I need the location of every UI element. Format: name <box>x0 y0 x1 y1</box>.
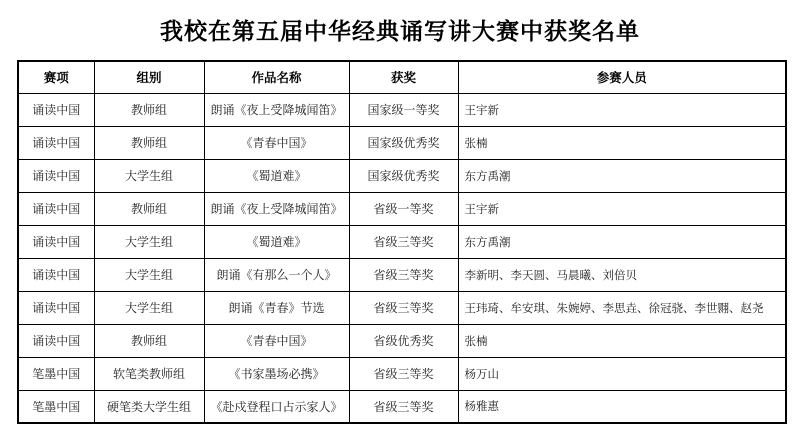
header-work-title: 作品名称 <box>204 61 349 93</box>
table-cell: 朗诵《青春》节选 <box>204 291 349 324</box>
table-cell: 诵读中国 <box>18 159 94 192</box>
table-cell: 王玮琦、牟安琪、朱婉婷、李思垚、徐冠骁、李世翾、赵尧 <box>458 291 786 324</box>
table-row <box>18 324 786 357</box>
table-cell: 教师组 <box>94 93 204 126</box>
table-cell: 《蜀道难》 <box>204 159 349 192</box>
table-cell: 国家级优秀奖 <box>349 126 458 159</box>
table-cell: 省级三等奖 <box>349 357 458 390</box>
table-cell: 大学生组 <box>94 291 204 324</box>
table-row <box>18 93 786 126</box>
table-row <box>18 390 786 423</box>
table-cell: 国家级一等奖 <box>349 93 458 126</box>
header-event: 赛项 <box>18 61 94 93</box>
table-cell: 朗诵《夜上受降城闻笛》 <box>204 93 349 126</box>
table-cell: 王宇新 <box>458 192 786 225</box>
table-cell: 诵读中国 <box>18 93 94 126</box>
table-cell: 大学生组 <box>94 258 204 291</box>
table-cell: 杨万山 <box>458 357 786 390</box>
table-cell: 省级三等奖 <box>349 291 458 324</box>
table-cell: 李新明、李天圆、马晨曦、刘倍贝 <box>458 258 786 291</box>
table-cell: 王宇新 <box>458 93 786 126</box>
table-row <box>18 258 786 291</box>
table-cell: 软笔类教师组 <box>94 357 204 390</box>
table-cell: 朗诵《有那么一个人》 <box>204 258 349 291</box>
table-row <box>18 159 786 192</box>
table-cell: 教师组 <box>94 126 204 159</box>
table-cell: 《赴戍登程口占示家人》 <box>204 390 349 423</box>
table-cell: 朗诵《夜上受降城闻笛》 <box>204 192 349 225</box>
header-group: 组别 <box>94 61 204 93</box>
table-cell: 笔墨中国 <box>18 357 94 390</box>
table-cell: 大学生组 <box>94 159 204 192</box>
table-row <box>18 192 786 225</box>
table-cell: 省级三等奖 <box>349 390 458 423</box>
table-cell: 国家级优秀奖 <box>349 159 458 192</box>
table-cell: 教师组 <box>94 324 204 357</box>
table-cell: 诵读中国 <box>18 225 94 258</box>
table-cell: 诵读中国 <box>18 291 94 324</box>
table-cell: 杨雅惠 <box>458 390 786 423</box>
table-cell: 东方禹潮 <box>458 159 786 192</box>
table-cell: 省级三等奖 <box>349 225 458 258</box>
table-cell: 大学生组 <box>94 225 204 258</box>
table-header-row <box>18 61 786 93</box>
table-cell: 东方禹潮 <box>458 225 786 258</box>
header-participants: 参赛人员 <box>458 61 786 93</box>
table-cell: 《书家墨场必携》 <box>204 357 349 390</box>
table-cell: 笔墨中国 <box>18 390 94 423</box>
table-row <box>18 225 786 258</box>
page-title: 我校在第五届中华经典诵写讲大赛中获奖名单 <box>160 18 640 44</box>
table-cell: 诵读中国 <box>18 126 94 159</box>
table-row <box>18 291 786 324</box>
table-cell: 诵读中国 <box>18 192 94 225</box>
table-row <box>18 126 786 159</box>
table-cell: 省级三等奖 <box>349 258 458 291</box>
table-cell: 教师组 <box>94 192 204 225</box>
table-cell: 《蜀道难》 <box>204 225 349 258</box>
table-row <box>18 357 786 390</box>
table-cell: 张楠 <box>458 126 786 159</box>
header-award: 获奖 <box>349 61 458 93</box>
awards-table <box>17 60 787 424</box>
table-cell: 省级优秀奖 <box>349 324 458 357</box>
table-cell: 《青春中国》 <box>204 324 349 357</box>
table-cell: 硬笔类大学生组 <box>94 390 204 423</box>
table-cell: 《青春中国》 <box>204 126 349 159</box>
table-cell: 诵读中国 <box>18 324 94 357</box>
table-cell: 张楠 <box>458 324 786 357</box>
table-cell: 省级一等奖 <box>349 192 458 225</box>
table-cell: 诵读中国 <box>18 258 94 291</box>
